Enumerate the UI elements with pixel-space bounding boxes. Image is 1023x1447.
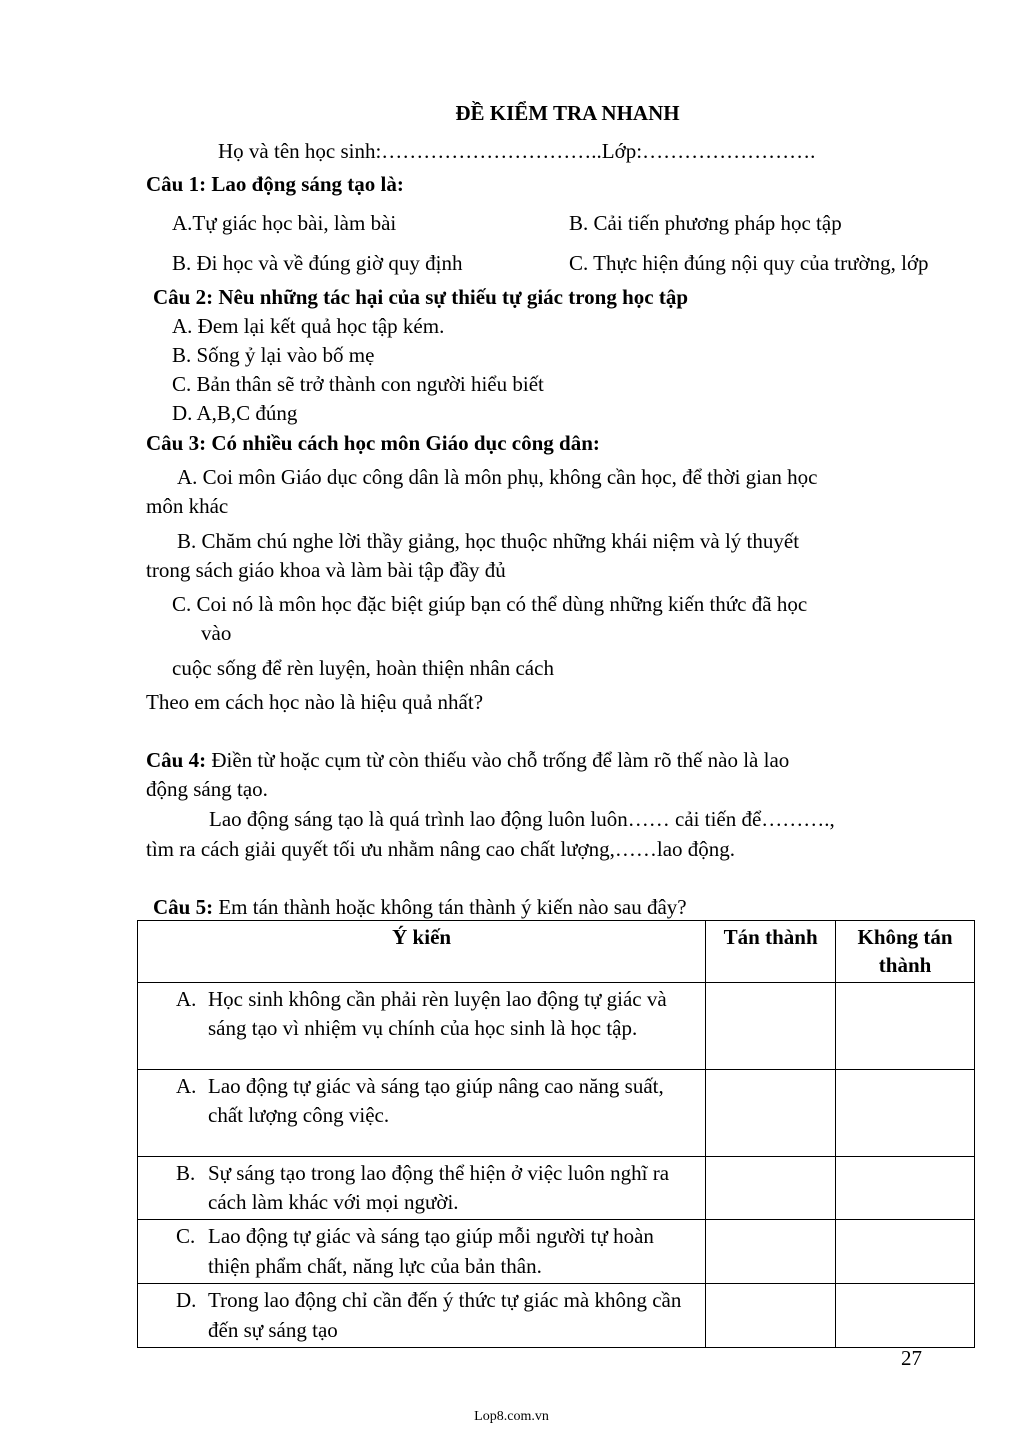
table-row <box>138 1284 975 1348</box>
q2-option-b: B. Sống ỷ lại vào bố mẹ <box>172 343 375 367</box>
q1-option-c: C. Thực hiện đúng nội quy của trường, lớp <box>569 251 929 275</box>
table-row <box>138 982 975 1069</box>
q4-line3: Lao động sáng tạo là quá trình lao động luôn luôn…… cải tiến để………., <box>209 807 835 831</box>
row-text: Học sinh không cần phải rèn luyện lao động tự giác và sáng tạo vì nhiệm vụ chính của học sinh là học tập. <box>208 986 667 1041</box>
q4-line2: động sáng tạo. <box>146 777 268 801</box>
q5-text: Em tán thành hoặc không tán thành ý kiến nào sau đây? <box>213 895 687 919</box>
q3-option-c-line3: cuộc sống để rèn luyện, hoàn thiện nhân cách <box>172 656 554 680</box>
agree-cell[interactable] <box>706 1220 836 1284</box>
q4-text: Điền từ hoặc cụm từ còn thiếu vào chỗ trống để làm rõ thế nào là lao <box>206 748 790 772</box>
q2-option-c: C. Bản thân sẽ trở thành con người hiểu biết <box>172 372 544 396</box>
opinion-cell <box>138 1220 706 1284</box>
footer-source: Lop8.com.vn <box>474 1409 549 1424</box>
q3-option-b-line2: trong sách giáo khoa và làm bài tập đầy đủ <box>146 558 506 582</box>
q2-option-a: A. Đem lại kết quả học tập kém. <box>172 314 445 338</box>
q4-label: Câu 4: <box>146 748 207 772</box>
q4-line1 <box>146 748 789 773</box>
disagree-cell[interactable] <box>836 982 975 1069</box>
student-info-line: Họ và tên học sinh:…………………………..Lớp:……………………. <box>218 139 816 163</box>
q3-option-b-line1: B. Chăm chú nghe lời thầy giảng, học thuộc những khái niệm và lý thuyết <box>177 529 800 553</box>
opinion-table <box>137 920 975 1348</box>
q2-option-d: D. A,B,C đúng <box>172 401 298 425</box>
q3-option-c-line2: vào <box>201 621 232 645</box>
row-text: Trong lao động chỉ cần đến ý thức tự giác mà không cần đến sự sáng tạo <box>208 1288 682 1342</box>
header-disagree: Không tán thành <box>836 921 975 983</box>
page-title: ĐỀ KIỂM TRA NHANH <box>455 101 680 125</box>
q3-question: Theo em cách học nào là hiệu quả nhất? <box>146 690 484 714</box>
row-letter: D. <box>176 1288 197 1313</box>
opinion-cell <box>138 1069 706 1156</box>
q1-option-a: A.Tự giác học bài, làm bài <box>172 211 397 235</box>
q2-label: Câu 2: Nêu những tác hại của sự thiếu tự giác trong học tập <box>153 285 689 309</box>
table-row <box>138 1220 975 1284</box>
q1-option-b: B. Cải tiến phương pháp học tập <box>569 211 842 235</box>
q3-label: Câu 3: Có nhiều cách học môn Giáo dục công dân: <box>146 431 600 455</box>
disagree-cell[interactable] <box>836 1284 975 1348</box>
table-row <box>138 1156 975 1220</box>
opinion-cell <box>138 1284 706 1348</box>
disagree-cell[interactable] <box>836 1156 975 1220</box>
table-header-row <box>138 921 975 983</box>
q5-label: Câu 5: <box>153 895 214 919</box>
q1-option-b2: B. Đi học và về đúng giờ quy định <box>172 251 463 275</box>
q4-line4: tìm ra cách giải quyết tối ưu nhằm nâng cao chất lượng,……lao động. <box>146 837 736 861</box>
q3-option-c-line1: C. Coi nó là môn học đặc biệt giúp bạn có thể dùng những kiến thức đã học <box>172 592 808 616</box>
agree-cell[interactable] <box>706 1284 836 1348</box>
opinion-cell <box>138 982 706 1069</box>
row-text: Lao động tự giác và sáng tạo giúp mỗi người tự hoàn thiện phẩm chất, năng lực của bản thân. <box>208 1224 654 1278</box>
agree-cell[interactable] <box>706 1069 836 1156</box>
q1-label: Câu 1: Lao động sáng tạo là: <box>146 172 404 196</box>
disagree-cell[interactable] <box>836 1069 975 1156</box>
agree-cell[interactable] <box>706 1156 836 1220</box>
header-opinion: Ý kiến <box>138 921 706 983</box>
q3-option-a-line2: môn khác <box>146 494 229 518</box>
table-row <box>138 1069 975 1156</box>
header-agree: Tán thành <box>706 921 836 983</box>
q3-option-a-line1: A. Coi môn Giáo dục công dân là môn phụ, không cần học, để thời gian học <box>177 465 818 489</box>
page-number: 27 <box>901 1346 922 1370</box>
row-letter: A. <box>176 1073 197 1098</box>
row-letter: A. <box>176 986 197 1011</box>
row-text: Lao động tự giác và sáng tạo giúp nâng cao năng suất, chất lượng công việc. <box>208 1073 664 1128</box>
agree-cell[interactable] <box>706 982 836 1069</box>
q5-line <box>153 895 687 920</box>
disagree-cell[interactable] <box>836 1220 975 1284</box>
row-text: Sự sáng tạo trong lao động thể hiện ở việc luôn nghĩ ra cách làm khác với mọi người. <box>208 1160 670 1215</box>
row-letter: B. <box>176 1160 196 1185</box>
opinion-cell <box>138 1156 706 1220</box>
row-letter: C. <box>176 1224 196 1249</box>
